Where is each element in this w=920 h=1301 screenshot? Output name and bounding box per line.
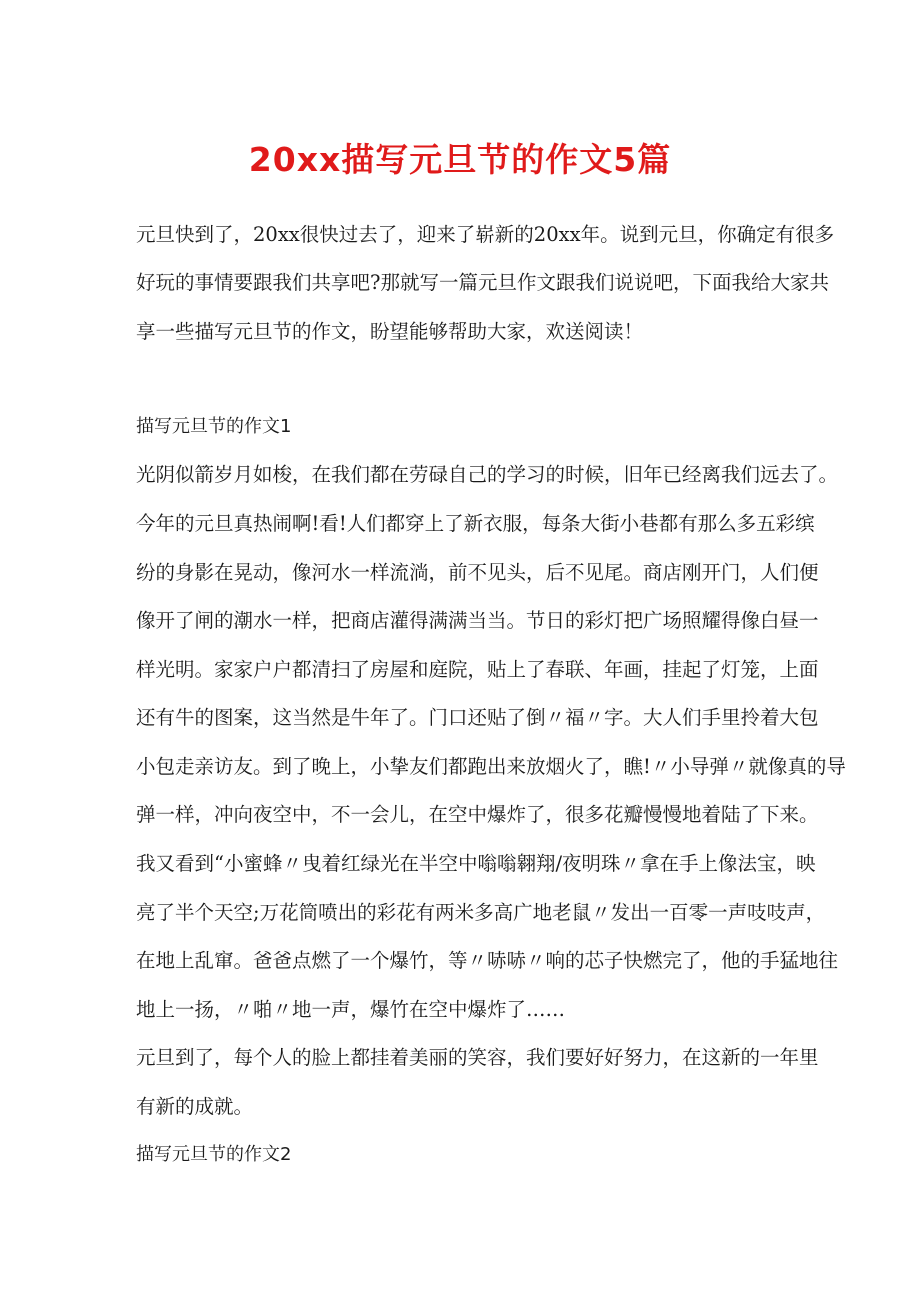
section-1-line-3: 纷的身影在晃动，像河水一样流淌，前不见头，后不见尾。商店刚开门，人们便 bbox=[136, 561, 819, 584]
section-1-line-5: 样光明。家家户户都清扫了房屋和庭院，贴上了春联、年画，挂起了灯笼，上面 bbox=[136, 658, 819, 681]
section-1-line-8: 弹一样，冲向夜空中，不一会儿，在空中爆炸了，很多花瓣慢慢地着陆了下来。 bbox=[136, 803, 819, 826]
intro-line-2: 好玩的事情要跟我们共享吧?那就写一篇元旦作文跟我们说说吧，下面我给大家共 bbox=[136, 271, 829, 294]
section-2-heading: 描写元旦节的作文2 bbox=[136, 1144, 292, 1165]
intro-line-3: 享一些描写元旦节的作文，盼望能够帮助大家，欢送阅读！ bbox=[136, 320, 644, 343]
section-1-line-11: 在地上乱窜。爸爸点燃了一个爆竹，等〃哧哧〃响的芯子快燃完了，他的手猛地往 bbox=[136, 949, 839, 972]
section-1-line-9: 我又看到“小蜜蜂〃曳着红绿光在半空中嗡嗡翱翔/夜明珠〃拿在手上像法宝，映 bbox=[136, 852, 816, 875]
intro-line-1: 元旦快到了，20xx很快过去了，迎来了崭新的20xx年。说到元旦，你确定有很多 bbox=[136, 223, 835, 246]
section-1-line-4: 像开了闸的潮水一样，把商店灌得满满当当。节日的彩灯把广场照耀得像白昼一 bbox=[136, 609, 819, 632]
section-1-line-14: 有新的成就。 bbox=[136, 1095, 254, 1118]
section-1-line-10: 亮了半个天空;万花筒喷出的彩花有两米多高广地老鼠〃发出一百零一声吱吱声， bbox=[136, 901, 826, 924]
section-1-heading: 描写元旦节的作文1 bbox=[136, 416, 292, 437]
section-1-line-2: 今年的元旦真热闹啊!看!人们都穿上了新衣服，每条大街小巷都有那么多五彩缤 bbox=[136, 512, 815, 535]
section-1-line-12: 地上一扬，〃啪〃地一声，爆竹在空中爆炸了…… bbox=[136, 998, 566, 1021]
document-title: 20xx描写元旦节的作文5篇 bbox=[248, 140, 672, 179]
section-1-line-7: 小包走亲访友。到了晚上，小挚友们都跑出来放烟火了，瞧!〃小导弹〃就像真的导 bbox=[136, 755, 846, 778]
section-1-line-1: 光阴似箭岁月如梭，在我们都在劳碌自己的学习的时候，旧年已经离我们远去了。 bbox=[136, 463, 839, 486]
section-1-line-13: 元旦到了，每个人的脸上都挂着美丽的笑容，我们要好好努力，在这新的一年里 bbox=[136, 1046, 819, 1069]
section-1-line-6: 还有牛的图案，这当然是牛年了。门口还贴了倒〃福〃字。大人们手里拎着大包 bbox=[136, 706, 819, 729]
